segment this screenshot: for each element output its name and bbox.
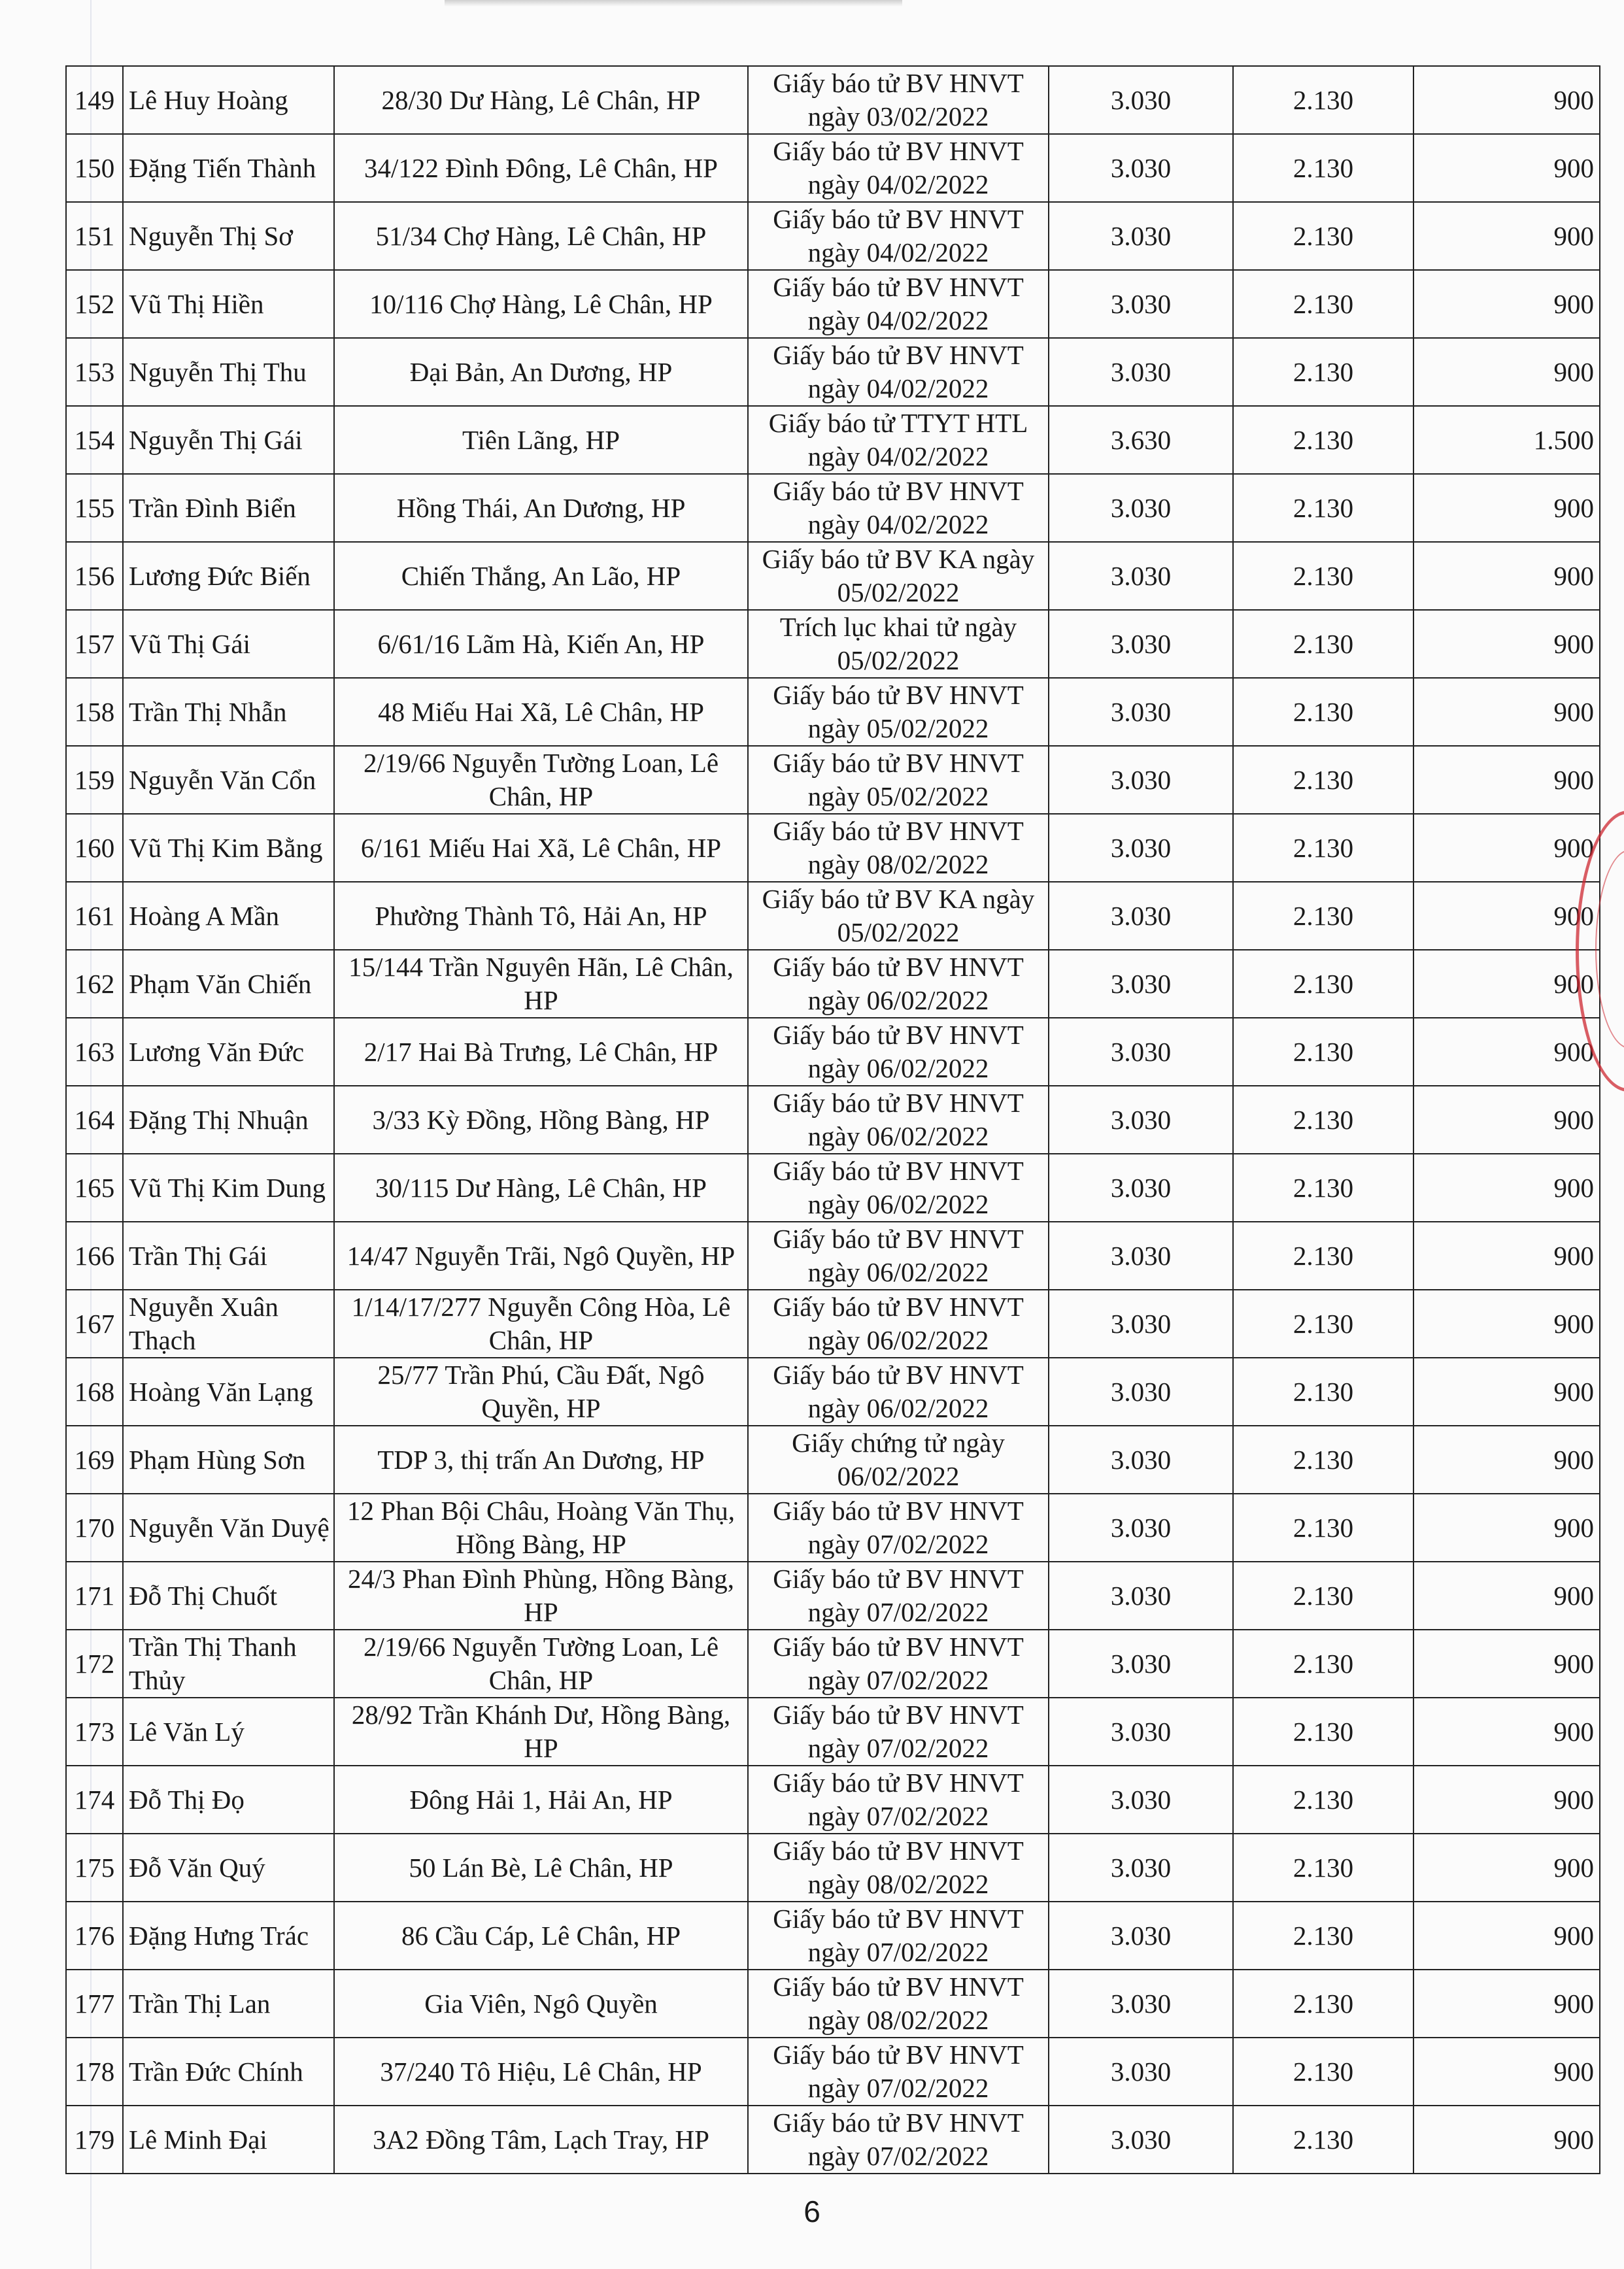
amount-total-cell: 3.030 [1049,66,1233,134]
amount-paid-cell: 2.130 [1233,134,1413,202]
address-cell: 25/77 Trần Phú, Cầu Đất, Ngô Quyền, HP [334,1358,748,1426]
table-row [66,406,1600,474]
table-row [66,338,1600,406]
amount-remaining-cell: 900 [1413,1154,1600,1222]
person-name-cell: Đỗ Thị Chuốt [123,1562,334,1630]
amount-total-cell: 3.030 [1049,678,1233,746]
amount-total-cell: 3.030 [1049,1902,1233,1970]
address-cell: 50 Lán Bè, Lê Chân, HP [334,1834,748,1902]
amount-total-cell: 3.030 [1049,1086,1233,1154]
address-cell: 48 Miếu Hai Xã, Lê Chân, HP [334,678,748,746]
person-name-cell: Lê Văn Lý [123,1698,334,1766]
death-document-cell: Giấy báo tử BV HNVT ngày 06/02/2022 [748,1358,1049,1426]
amount-total-cell: 3.030 [1049,270,1233,338]
row-number-cell: 159 [66,746,123,814]
death-document-cell: Giấy báo tử BV HNVT ngày 05/02/2022 [748,746,1049,814]
records-table [65,65,1600,2174]
amount-paid-cell: 2.130 [1233,814,1413,882]
table-row [66,1290,1600,1358]
row-number-cell: 176 [66,1902,123,1970]
row-number-cell: 179 [66,2106,123,2174]
amount-paid-cell: 2.130 [1233,1494,1413,1562]
amount-remaining-cell: 900 [1413,950,1600,1018]
amount-paid-cell: 2.130 [1233,1766,1413,1834]
address-cell: 28/30 Dư Hàng, Lê Chân, HP [334,66,748,134]
amount-total-cell: 3.030 [1049,814,1233,882]
amount-paid-cell: 2.130 [1233,66,1413,134]
death-document-cell: Giấy báo tử BV HNVT ngày 04/02/2022 [748,474,1049,542]
row-number-cell: 175 [66,1834,123,1902]
death-document-cell: Giấy báo tử BV HNVT ngày 04/02/2022 [748,134,1049,202]
page-number: 6 [804,2194,820,2228]
table-row [66,746,1600,814]
amount-total-cell: 3.030 [1049,338,1233,406]
amount-total-cell: 3.030 [1049,1834,1233,1902]
row-number-cell: 150 [66,134,123,202]
table-row [66,134,1600,202]
row-number-cell: 174 [66,1766,123,1834]
person-name-cell: Vũ Thị Hiền [123,270,334,338]
amount-remaining-cell: 900 [1413,1766,1600,1834]
amount-total-cell: 3.030 [1049,1358,1233,1426]
table-body [66,66,1600,2174]
amount-paid-cell: 2.130 [1233,2106,1413,2174]
amount-paid-cell: 2.130 [1233,1290,1413,1358]
person-name-cell: Trần Thị Nhẫn [123,678,334,746]
amount-total-cell: 3.030 [1049,1426,1233,1494]
person-name-cell: Nguyễn Thị Sơ [123,202,334,270]
table-row [66,2106,1600,2174]
address-cell: 51/34 Chợ Hàng, Lê Chân, HP [334,202,748,270]
person-name-cell: Đặng Tiến Thành [123,134,334,202]
amount-total-cell: 3.030 [1049,1970,1233,2038]
amount-paid-cell: 2.130 [1233,1562,1413,1630]
address-cell: 2/17 Hai Bà Trưng, Lê Chân, HP [334,1018,748,1086]
table-row [66,882,1600,950]
address-cell: 30/115 Dư Hàng, Lê Chân, HP [334,1154,748,1222]
table-row [66,542,1600,610]
death-document-cell: Giấy báo tử BV HNVT ngày 06/02/2022 [748,1222,1049,1290]
amount-total-cell: 3.030 [1049,746,1233,814]
death-document-cell: Giấy chứng tử ngày 06/02/2022 [748,1426,1049,1494]
amount-total-cell: 3.030 [1049,1290,1233,1358]
row-number-cell: 157 [66,610,123,678]
amount-total-cell: 3.030 [1049,542,1233,610]
table-row [66,1766,1600,1834]
amount-paid-cell: 2.130 [1233,270,1413,338]
death-document-cell: Giấy báo tử BV HNVT ngày 06/02/2022 [748,1086,1049,1154]
address-cell: 6/61/16 Lãm Hà, Kiến An, HP [334,610,748,678]
row-number-cell: 173 [66,1698,123,1766]
death-document-cell: Giấy báo tử BV HNVT ngày 07/02/2022 [748,1630,1049,1698]
amount-remaining-cell: 900 [1413,1970,1600,2038]
amount-remaining-cell: 900 [1413,1562,1600,1630]
death-document-cell: Giấy báo tử BV HNVT ngày 06/02/2022 [748,1154,1049,1222]
amount-remaining-cell: 900 [1413,66,1600,134]
address-cell: Đại Bản, An Dương, HP [334,338,748,406]
table-row [66,1222,1600,1290]
death-document-cell: Giấy báo tử BV HNVT ngày 05/02/2022 [748,678,1049,746]
person-name-cell: Phạm Hùng Sơn [123,1426,334,1494]
death-document-cell: Trích lục khai tử ngày 05/02/2022 [748,610,1049,678]
death-document-cell: Giấy báo tử BV HNVT ngày 04/02/2022 [748,338,1049,406]
amount-total-cell: 3.030 [1049,1562,1233,1630]
table-row [66,1562,1600,1630]
address-cell: 15/144 Trần Nguyên Hãn, Lê Chân, HP [334,950,748,1018]
death-document-cell: Giấy báo tử BV HNVT ngày 08/02/2022 [748,1970,1049,2038]
row-number-cell: 167 [66,1290,123,1358]
table-row [66,610,1600,678]
row-number-cell: 151 [66,202,123,270]
address-cell: 1/14/17/277 Nguyễn Công Hòa, Lê Chân, HP [334,1290,748,1358]
person-name-cell: Đỗ Văn Quý [123,1834,334,1902]
person-name-cell: Vũ Thị Kim Bằng [123,814,334,882]
death-document-cell: Giấy báo tử BV HNVT ngày 07/02/2022 [748,1494,1049,1562]
amount-total-cell: 3.030 [1049,1494,1233,1562]
amount-paid-cell: 2.130 [1233,746,1413,814]
address-cell: Phường Thành Tô, Hải An, HP [334,882,748,950]
amount-paid-cell: 2.130 [1233,1834,1413,1902]
table-row [66,1698,1600,1766]
address-cell: 2/19/66 Nguyễn Tường Loan, Lê Chân, HP [334,1630,748,1698]
table-row [66,1902,1600,1970]
row-number-cell: 153 [66,338,123,406]
person-name-cell: Lê Huy Hoàng [123,66,334,134]
row-number-cell: 168 [66,1358,123,1426]
amount-remaining-cell: 900 [1413,1834,1600,1902]
death-document-cell: Giấy báo tử TTYT HTL ngày 04/02/2022 [748,406,1049,474]
amount-paid-cell: 2.130 [1233,1018,1413,1086]
death-document-cell: Giấy báo tử BV HNVT ngày 08/02/2022 [748,1834,1049,1902]
address-cell: 10/116 Chợ Hàng, Lê Chân, HP [334,270,748,338]
death-document-cell: Giấy báo tử BV HNVT ngày 06/02/2022 [748,1018,1049,1086]
row-number-cell: 178 [66,2038,123,2106]
amount-paid-cell: 2.130 [1233,2038,1413,2106]
person-name-cell: Đặng Hưng Trác [123,1902,334,1970]
amount-remaining-cell: 900 [1413,1494,1600,1562]
person-name-cell: Nguyễn Xuân Thạch [123,1290,334,1358]
row-number-cell: 155 [66,474,123,542]
amount-total-cell: 3.030 [1049,202,1233,270]
person-name-cell: Lương Văn Đức [123,1018,334,1086]
amount-paid-cell: 2.130 [1233,1630,1413,1698]
death-document-cell: Giấy báo tử BV KA ngày 05/02/2022 [748,542,1049,610]
amount-total-cell: 3.030 [1049,134,1233,202]
row-number-cell: 158 [66,678,123,746]
amount-remaining-cell: 900 [1413,882,1600,950]
amount-remaining-cell: 900 [1413,2038,1600,2106]
amount-remaining-cell: 900 [1413,1698,1600,1766]
person-name-cell: Lê Minh Đại [123,2106,334,2174]
amount-total-cell: 3.030 [1049,2106,1233,2174]
person-name-cell: Đỗ Thị Đọ [123,1766,334,1834]
death-document-cell: Giấy báo tử BV HNVT ngày 03/02/2022 [748,66,1049,134]
death-document-cell: Giấy báo tử BV HNVT ngày 07/02/2022 [748,2106,1049,2174]
amount-paid-cell: 2.130 [1233,542,1413,610]
amount-paid-cell: 2.130 [1233,950,1413,1018]
amount-paid-cell: 2.130 [1233,338,1413,406]
person-name-cell: Trần Thị Lan [123,1970,334,2038]
amount-total-cell: 3.030 [1049,2038,1233,2106]
amount-paid-cell: 2.130 [1233,1426,1413,1494]
address-cell: 14/47 Nguyễn Trãi, Ngô Quyền, HP [334,1222,748,1290]
address-cell: 12 Phan Bội Châu, Hoàng Văn Thụ, Hồng Bàng, HP [334,1494,748,1562]
address-cell: 3A2 Đồng Tâm, Lạch Tray, HP [334,2106,748,2174]
amount-total-cell: 3.630 [1049,406,1233,474]
amount-paid-cell: 2.130 [1233,474,1413,542]
amount-remaining-cell: 900 [1413,1426,1600,1494]
death-document-cell: Giấy báo tử BV HNVT ngày 07/02/2022 [748,2038,1049,2106]
row-number-cell: 164 [66,1086,123,1154]
address-cell: 6/161 Miếu Hai Xã, Lê Chân, HP [334,814,748,882]
row-number-cell: 166 [66,1222,123,1290]
address-cell: Hồng Thái, An Dương, HP [334,474,748,542]
amount-paid-cell: 2.130 [1233,1698,1413,1766]
amount-paid-cell: 2.130 [1233,1154,1413,1222]
amount-remaining-cell: 900 [1413,474,1600,542]
table-row [66,66,1600,134]
row-number-cell: 156 [66,542,123,610]
row-number-cell: 161 [66,882,123,950]
table-row [66,1358,1600,1426]
amount-paid-cell: 2.130 [1233,1970,1413,2038]
amount-remaining-cell: 900 [1413,338,1600,406]
row-number-cell: 154 [66,406,123,474]
amount-remaining-cell: 900 [1413,1086,1600,1154]
row-number-cell: 171 [66,1562,123,1630]
person-name-cell: Trần Đình Biển [123,474,334,542]
row-number-cell: 170 [66,1494,123,1562]
amount-remaining-cell: 900 [1413,542,1600,610]
amount-total-cell: 3.030 [1049,474,1233,542]
table-row [66,1086,1600,1154]
address-cell: TDP 3, thị trấn An Dương, HP [334,1426,748,1494]
amount-remaining-cell: 900 [1413,1018,1600,1086]
row-number-cell: 152 [66,270,123,338]
table-row [66,202,1600,270]
person-name-cell: Nguyễn Văn Cổn [123,746,334,814]
row-number-cell: 160 [66,814,123,882]
amount-total-cell: 3.030 [1049,882,1233,950]
amount-remaining-cell: 1.500 [1413,406,1600,474]
address-cell: 24/3 Phan Đình Phùng, Hồng Bàng, HP [334,1562,748,1630]
address-cell: Chiến Thắng, An Lão, HP [334,542,748,610]
person-name-cell: Nguyễn Văn Duyệ [123,1494,334,1562]
death-document-cell: Giấy báo tử BV HNVT ngày 07/02/2022 [748,1902,1049,1970]
table-row [66,1834,1600,1902]
table-row [66,474,1600,542]
amount-remaining-cell: 900 [1413,2106,1600,2174]
person-name-cell: Trần Thị Thanh Thủy [123,1630,334,1698]
person-name-cell: Nguyễn Thị Thu [123,338,334,406]
amount-total-cell: 3.030 [1049,1018,1233,1086]
person-name-cell: Trần Thị Gái [123,1222,334,1290]
death-document-cell: Giấy báo tử BV HNVT ngày 07/02/2022 [748,1698,1049,1766]
amount-paid-cell: 2.130 [1233,406,1413,474]
address-cell: 28/92 Trần Khánh Dư, Hồng Bàng, HP [334,1698,748,1766]
death-document-cell: Giấy báo tử BV HNVT ngày 06/02/2022 [748,1290,1049,1358]
amount-total-cell: 3.030 [1049,1154,1233,1222]
address-cell: 2/19/66 Nguyễn Tường Loan, Lê Chân, HP [334,746,748,814]
person-name-cell: Lương Đức Biến [123,542,334,610]
table-row [66,1970,1600,2038]
amount-remaining-cell: 900 [1413,1222,1600,1290]
table-row [66,950,1600,1018]
amount-paid-cell: 2.130 [1233,1358,1413,1426]
amount-remaining-cell: 900 [1413,1902,1600,1970]
address-cell: Gia Viên, Ngô Quyền [334,1970,748,2038]
amount-remaining-cell: 900 [1413,1290,1600,1358]
row-number-cell: 163 [66,1018,123,1086]
address-cell: 37/240 Tô Hiệu, Lê Chân, HP [334,2038,748,2106]
death-document-cell: Giấy báo tử BV HNVT ngày 08/02/2022 [748,814,1049,882]
amount-paid-cell: 2.130 [1233,610,1413,678]
person-name-cell: Trần Đức Chính [123,2038,334,2106]
amount-paid-cell: 2.130 [1233,678,1413,746]
death-document-cell: Giấy báo tử BV HNVT ngày 07/02/2022 [748,1562,1049,1630]
row-number-cell: 165 [66,1154,123,1222]
scan-smudge [445,0,902,7]
amount-remaining-cell: 900 [1413,270,1600,338]
person-name-cell: Vũ Thị Kim Dung [123,1154,334,1222]
death-document-cell: Giấy báo tử BV HNVT ngày 06/02/2022 [748,950,1049,1018]
row-number-cell: 149 [66,66,123,134]
amount-total-cell: 3.030 [1049,610,1233,678]
address-cell: 34/122 Đình Đông, Lê Chân, HP [334,134,748,202]
amount-paid-cell: 2.130 [1233,1086,1413,1154]
amount-total-cell: 3.030 [1049,950,1233,1018]
table-row [66,270,1600,338]
amount-remaining-cell: 900 [1413,610,1600,678]
amount-paid-cell: 2.130 [1233,882,1413,950]
death-document-cell: Giấy báo tử BV HNVT ngày 07/02/2022 [748,1766,1049,1834]
amount-total-cell: 3.030 [1049,1222,1233,1290]
table-row [66,678,1600,746]
row-number-cell: 177 [66,1970,123,2038]
death-document-cell: Giấy báo tử BV HNVT ngày 04/02/2022 [748,202,1049,270]
death-document-cell: Giấy báo tử BV KA ngày 05/02/2022 [748,882,1049,950]
amount-paid-cell: 2.130 [1233,202,1413,270]
amount-paid-cell: 2.130 [1233,1902,1413,1970]
person-name-cell: Đặng Thị Nhuận [123,1086,334,1154]
person-name-cell: Phạm Văn Chiến [123,950,334,1018]
address-cell: Tiên Lãng, HP [334,406,748,474]
table-row [66,1630,1600,1698]
amount-remaining-cell: 900 [1413,1630,1600,1698]
amount-total-cell: 3.030 [1049,1698,1233,1766]
table-row [66,1154,1600,1222]
amount-total-cell: 3.030 [1049,1630,1233,1698]
address-cell: 3/33 Kỳ Đồng, Hồng Bàng, HP [334,1086,748,1154]
person-name-cell: Vũ Thị Gái [123,610,334,678]
row-number-cell: 162 [66,950,123,1018]
row-number-cell: 172 [66,1630,123,1698]
table-row [66,2038,1600,2106]
address-cell: 86 Cầu Cáp, Lê Chân, HP [334,1902,748,1970]
amount-remaining-cell: 900 [1413,134,1600,202]
death-document-cell: Giấy báo tử BV HNVT ngày 04/02/2022 [748,270,1049,338]
amount-remaining-cell: 900 [1413,746,1600,814]
amount-total-cell: 3.030 [1049,1766,1233,1834]
table-row [66,1426,1600,1494]
amount-remaining-cell: 900 [1413,678,1600,746]
amount-paid-cell: 2.130 [1233,1222,1413,1290]
address-cell: Đông Hải 1, Hải An, HP [334,1766,748,1834]
person-name-cell: Hoàng A Mần [123,882,334,950]
table-row [66,814,1600,882]
table-row [66,1018,1600,1086]
row-number-cell: 169 [66,1426,123,1494]
amount-remaining-cell: 900 [1413,814,1600,882]
person-name-cell: Hoàng Văn Lạng [123,1358,334,1426]
table-row [66,1494,1600,1562]
amount-remaining-cell: 900 [1413,1358,1600,1426]
amount-remaining-cell: 900 [1413,202,1600,270]
person-name-cell: Nguyễn Thị Gái [123,406,334,474]
